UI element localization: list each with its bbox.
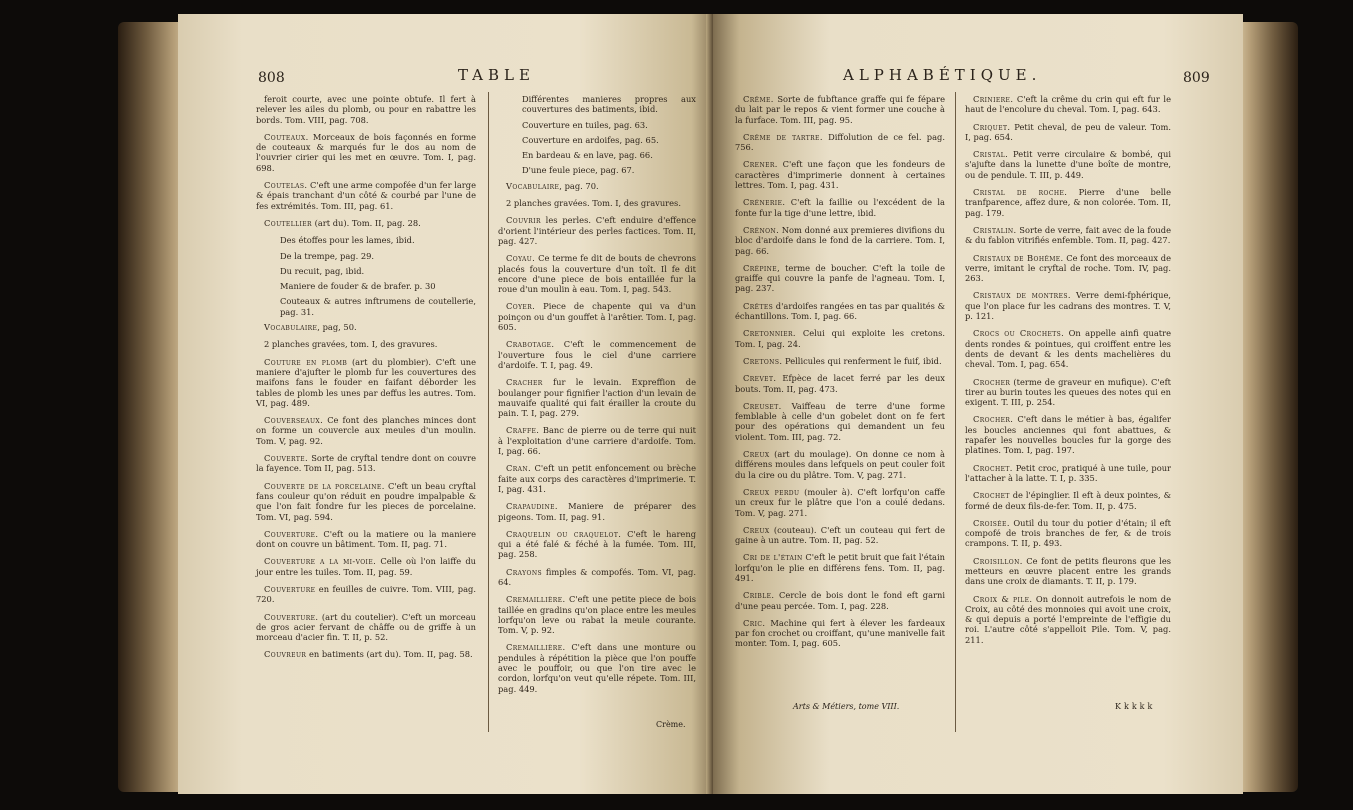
index-entry (256, 218, 476, 228)
entry-headword: Croix & pile. (973, 593, 1033, 604)
entry-text: 2 planches gravées, tom. I, des gravures. (264, 339, 438, 350)
entry-headword: Couverture (264, 583, 316, 594)
signature-mark: Kkkkk (1115, 702, 1156, 711)
entry-headword: Cristal de roche. (973, 187, 1068, 198)
entry-headword: Croisillon. (973, 555, 1023, 566)
right-page (713, 14, 1243, 794)
entry-text: 2 planches gravées. Tom. I, des gravures. (506, 198, 681, 209)
entry-headword: Criquet. (973, 121, 1011, 132)
entry-headword: Cracher (506, 377, 543, 388)
index-entry (965, 149, 1171, 180)
entry-headword: Coyer. (506, 301, 536, 312)
entry-text: Petit cheval, de peu de valeur. Tom. I, pag. 654. (965, 121, 1171, 142)
catchword: Crème. (656, 720, 686, 729)
entry-headword: Crénon. (743, 224, 780, 235)
index-entry (735, 525, 945, 546)
right-page-number: 809 (1183, 70, 1210, 86)
entry-headword: Crocher. (973, 414, 1014, 425)
entry-headword: Crapaudine. (506, 501, 558, 512)
entry-text: Ce font des planches minces dont on forme un couvercle aux meules d'un moulin. Tom. V, pag. 92. (256, 415, 476, 446)
index-entry (256, 584, 476, 605)
index-entry (965, 225, 1171, 246)
entry-headword: Crêtes (743, 300, 774, 311)
entry-text: (mouler à). C'eft lorfqu'on caffe un creux fur le plâtre que l'on a coulé dedans. Tom. V, pag. 271. (735, 486, 945, 518)
index-entry (735, 618, 945, 649)
index-entry (498, 253, 696, 294)
entry-headword: Creux (743, 449, 770, 460)
index-entry (498, 642, 696, 693)
entry-headword: Crocs ou Crochets. (973, 328, 1065, 339)
left-column-2 (498, 94, 696, 701)
entry-text: , pag, 50. (317, 322, 357, 333)
index-subentry (498, 165, 696, 175)
index-entry (498, 301, 696, 332)
entry-headword: Craffe. (506, 425, 540, 436)
index-entry (256, 132, 476, 173)
index-entry (256, 481, 476, 522)
index-entry (256, 612, 476, 643)
entry-text: C'eft le commencement de l'ouverture fous le ciel d'une carriere d'ardoife. T. I, pag. 49. (498, 339, 696, 370)
entry-text: fimples & compofés. Tom. VI, pag. 64. (498, 566, 696, 587)
index-subentry (498, 94, 696, 115)
index-entry (735, 197, 945, 218)
entry-text: (art du plombier). C'eft une maniere d'ajufter le plomb fur les couvertures des maifons fans le fouder en faifant déborder les tables de plomb les unes par deffus les autres. Tom. VI, pag. 489. (256, 356, 477, 408)
index-entry (256, 556, 476, 577)
index-entry (256, 180, 476, 211)
entry-text: , pag. 70. (559, 180, 599, 191)
entry-headword: Crénerie. (743, 197, 786, 208)
entry-headword: Vocabulaire (264, 322, 318, 333)
entry-text: Celle où l'on laiffe du jour entre les tuiles. Tom. II, pag. 59. (256, 556, 476, 577)
entry-text: En bardeau & en lave, pag. 66. (522, 150, 653, 161)
entry-headword: Couverture. (264, 528, 319, 539)
index-subentry (498, 120, 696, 130)
index-entry (965, 377, 1171, 408)
index-entry (256, 415, 476, 446)
entry-text: Celui qui exploite les cretons. Tom. I, pag. 24. (735, 328, 945, 349)
index-subentry (256, 251, 476, 261)
index-entry (735, 132, 945, 153)
entry-text: , terme de boucher. C'eft la toile de graiffe qui couvre la panfe de l'agneau. Tom. I, pag. 237. (735, 262, 945, 294)
entry-headword: Couverte. (264, 453, 309, 464)
entry-headword: Couverture a la mi-voie. (264, 556, 377, 567)
index-entry (735, 301, 945, 322)
footer-note: Arts & Métiers, tome VIII. (793, 702, 900, 711)
entry-text: D'une feule piece, pag. 67. (522, 165, 635, 176)
entry-text: (art du moulage). On donne ce nom à différens moules dans lefquels on peut couler foit du la cire ou du plâtre. Tom. V, pag. 271. (735, 449, 945, 480)
entry-text: (couteau). C'eft un couteau qui fert de gaine à un autre. Tom. II, pag. 52. (735, 524, 945, 546)
index-entry (735, 225, 945, 256)
entry-headword: Crible. (743, 590, 775, 601)
entry-headword: Crême. (743, 94, 774, 104)
entry-headword: Couverte de la porcelaine. (264, 480, 385, 491)
entry-text: Sorte de fubftance graffe qui fe fépare du lait par le repos & vient former une couche à la furface. Tom. III, pag. 95. (735, 94, 945, 125)
entry-headword: Crabotage. (506, 339, 555, 350)
entry-headword: Couvreur (264, 649, 307, 660)
entry-text: de l'épinglier. Il eft à deux pointes, & formé de deux fils-de-fer. Tom. II, p. 475. (965, 490, 1171, 511)
right-page-header: ALPHABÉTIQUE. (843, 66, 1042, 84)
index-entry (735, 373, 945, 394)
index-entry (735, 159, 945, 190)
index-entry (965, 122, 1171, 143)
entry-headword: Crevet. (743, 373, 777, 384)
entry-headword: Couvrir (506, 215, 541, 226)
entry-headword: Cremaillière. (506, 642, 566, 653)
entry-text: C'eft la crême du crin qui eft fur le haut de l'encolure du cheval. Tom. I, pag. 643. (965, 94, 1171, 115)
entry-headword: Cretonnier. (743, 328, 796, 339)
entry-text: Nom donné aux premieres divifions du bloc d'ardoife dans le fond de la carriere. Tom. I, pag. 66. (735, 224, 945, 256)
index-subentry (256, 296, 476, 317)
index-entry (256, 529, 476, 550)
entry-text: en feuilles de cuivre. Tom. VIII, pag. 720. (256, 583, 476, 605)
entry-headword: Criniere. (973, 94, 1014, 104)
entry-text: Machine qui fert à élever les fardeaux par fon crochet ou croiffant, qu'une manivelle fait monter. Tom. I, pag. 605. (735, 617, 945, 649)
entry-headword: Cristal. (973, 149, 1009, 160)
entry-headword: Creuset. (743, 400, 782, 411)
index-entry (735, 263, 945, 294)
index-entry (735, 449, 945, 480)
book (118, 10, 1298, 800)
entry-headword: Couture en plomb (264, 356, 348, 367)
entry-headword: Cristalin. (973, 224, 1017, 235)
entry-text: (art du). Tom. II, pag. 28. (311, 217, 421, 228)
index-entry (965, 328, 1171, 369)
column-rule (488, 92, 489, 732)
entry-text: Cercle de bois dont le fond eft garni d'une peau percée. Tom. I, pag. 228. (735, 590, 945, 611)
index-subentry (256, 281, 476, 291)
entry-headword: Crépine (743, 262, 778, 273)
entry-text: Couverture en ardoifes, pag. 65. (522, 134, 659, 145)
index-entry (498, 425, 696, 456)
entry-text: C'eft un petit enfoncement ou brèche faite aux corps des caractères d'imprimerie. T. I, pag. 431. (498, 463, 696, 494)
entry-text: Du recuit, pag, ibid. (280, 265, 365, 276)
index-entry (498, 529, 696, 560)
entry-headword: Crochet. (973, 462, 1013, 473)
index-entry (965, 556, 1171, 587)
index-entry (256, 94, 476, 125)
entry-text: Ce terme fe dit de bouts de chevrons placés fous la couverture d'un toît. Il fe dit encore d'une piece de bois entaillée fur la roue d'un moulin à eau. Tom. I, pag. 543. (498, 253, 696, 295)
entry-headword: Craquelin ou craquelot. (506, 528, 622, 539)
entry-text: Efpèce de lacet ferré par les deux bouts. Tom. II, pag. 473. (735, 373, 945, 394)
entry-text: C'eft une arme compofée d'un fer large & épais tranchant d'un côté & courbé par l'une de fes extrémités. Tom. III, pag. 61. (256, 180, 476, 211)
entry-text: (terme de graveur en mufique). C'eft tirer au burin toutes les queues des notes qui en exigent. T. III, p. 254. (965, 376, 1171, 408)
index-entry (735, 401, 945, 442)
index-entry (735, 590, 945, 611)
entry-headword: Cric. (743, 617, 766, 628)
entry-headword: Cristaux de montres. (973, 290, 1071, 301)
entry-text: Ce font des morceaux de verre, imitant le cryftal de roche. Tom. IV, pag. 263. (965, 252, 1171, 284)
right-column-1 (735, 94, 945, 656)
entry-headword: Coutelas. (264, 180, 308, 191)
entry-headword: Cri de l'étain (743, 552, 803, 563)
entry-text: Couteaux & autres inftrumens de coutellerie, pag. 31. (280, 296, 476, 317)
entry-headword: Crayons (506, 566, 542, 577)
index-entry (256, 649, 476, 659)
column-rule (955, 92, 956, 732)
entry-text: C'eft ou la matiere ou la maniere dont on couvre un bâtiment. Tom. II, pag. 71. (256, 528, 476, 550)
entry-text: On donnoit autrefois le nom de Croix, au côté des monnoies qui avoit une croix, & qui depuis a porté l'empreinte de l'effigie du roi. L'autre côté s'appelloit Pile. Tom. V, pag. 211. (965, 593, 1171, 645)
entry-headword: Coutellier (264, 217, 312, 228)
entry-headword: Couteaux. (264, 131, 309, 142)
index-entry (498, 215, 696, 246)
entry-headword: Crocher (973, 376, 1011, 387)
index-subentry (256, 266, 476, 276)
entry-text: Petit verre circulaire & bombé, qui s'ajufte dans la lunette d'une boîte de montre, ou de pendule. T. III, p. 449. (965, 149, 1171, 180)
left-page-header: TABLE (458, 66, 535, 84)
entry-headword: Couverture. (264, 611, 319, 622)
index-entry (965, 594, 1171, 645)
entry-headword: Cran. (506, 463, 532, 474)
entry-text: Diffolution de ce fel. pag. 756. (735, 131, 945, 153)
index-entry (735, 487, 945, 518)
index-entry (498, 567, 696, 588)
entry-text: (art du coutelier). C'eft un morceau de gros acier fervant de châffe ou de griffe à un morceau d'acier fin. T. II, p. 52. (256, 611, 476, 643)
index-entry (498, 594, 696, 635)
entry-text: Sorte de cryftal tendre dont on couvre la fayence. Tom II, pag. 513. (256, 453, 476, 474)
index-entry (965, 414, 1171, 455)
entry-text: fur le levain. Expreffion de boulanger pour fignifier l'action d'un levain de mauvaife qualité qui fait érailler la croute du pain. T. I, pag. 279. (498, 377, 696, 419)
index-entry (256, 339, 476, 349)
entry-text: C'eft la faillie ou l'excédent de la fonte fur la tige d'une lettre, ibid. (735, 197, 945, 218)
index-subentry (256, 235, 476, 245)
index-entry (965, 253, 1171, 284)
left-column-1 (256, 94, 476, 667)
index-entry (498, 377, 696, 418)
index-entry (965, 463, 1171, 484)
entry-text: Ce font de petits fleurons que les metteurs en œuvre placent entre les grands dans une croix de diamants. T. II, p. 179. (965, 555, 1171, 587)
entry-headword: Croisée. (973, 517, 1010, 528)
index-entry (735, 94, 945, 125)
entry-headword: Couverseaux. (264, 415, 324, 426)
entry-text: Outil du tour du potier d'étain; il eft compofé de trois branches de fer, & de trois crampons. T. II, p. 493. (965, 517, 1171, 549)
index-entry (256, 357, 476, 408)
entry-text: Morceaux de bois façonnés en forme de couteaux & marqués fur le dos au nom de l'ouvrier cirier qui les met en œuvre. Tom. I, pag. 698. (256, 131, 476, 173)
entry-headword: Cristaux de Bohême. (973, 252, 1064, 263)
entry-text: De la trempe, pag. 29. (280, 250, 375, 261)
entry-text: Piece de chapente qui va d'un poinçon ou d'un gouffet à l'arêtier. Tom. I, pag. 605. (498, 301, 696, 333)
entry-text: feroit courte, avec une pointe obtufe. Il fert à relever les ailes du plomb, ou pour en rabattre les bords. Tom. VIII, pag. 708. (256, 94, 476, 125)
entry-text: C'eft dans le métier à bas, égalifer les boucles anciennes qui font abattues, & rapafer les nouvelles boucles fur la gorge des platines. Tom. I, pag. 197. (965, 414, 1171, 456)
entry-text: C'eft une façon que les fondeurs de caractères d'imprimerie donnent à certaines lettres. Tom. I, pag. 431. (735, 159, 945, 191)
index-entry (498, 339, 696, 370)
index-subentry (498, 135, 696, 145)
entry-headword: Crême de tartre. (743, 131, 823, 142)
entry-text: C'eft un beau cryftal fans couleur qu'on réduit en poudre impalpable & que l'on fait fondre fur les pieces de porcelaine. Tom. VI, pag. 594. (256, 480, 476, 522)
entry-headword: Vocabulaire (506, 180, 560, 191)
index-entry (735, 552, 945, 583)
entry-headword: Creux perdu (743, 486, 800, 497)
entry-text: Maniere de préparer des pigeons. Tom. II, pag. 91. (498, 501, 696, 522)
right-column-2 (965, 94, 1171, 652)
entry-headword: Crochet (973, 490, 1010, 501)
entry-text: Différentes manieres propres aux couvertures des batiments, ibid. (522, 94, 696, 115)
index-entry (256, 453, 476, 474)
index-entry (965, 187, 1171, 218)
index-entry (498, 463, 696, 494)
entry-text: C'eft dans une monture ou pendules à répétition la pièce que l'on pouffe avec le pouffoir, ou que l'on tire avec le cordon, lorfqu'on veut qu'elle répete. Tom. III, pag. 449. (498, 642, 696, 694)
entry-text: Des étoffes pour les lames, ibid. (280, 235, 415, 246)
entry-text: Pierre d'une belle tranfparence, affez dure, & non colorée. Tom. II, pag. 179. (965, 187, 1171, 218)
entry-text: Pellicules qui renferment le fuif, ibid. (782, 355, 942, 366)
index-entry (256, 322, 476, 332)
entry-text: C'eft une petite piece de bois taillée en gradins qu'on place entre les meules lorfqu'on leve ou rabat la meule courante. Tom. V, p. 92. (498, 594, 696, 636)
index-entry (965, 290, 1171, 321)
index-entry (498, 198, 696, 208)
entry-text: Maniere de fouder & de brafer. p. 30 (280, 281, 436, 292)
entry-text: C'eft le hareng qui a été falé & féché à la fumée. Tom. III, pag. 258. (498, 528, 697, 560)
entry-text: Couverture en tuiles, pag. 63. (522, 119, 648, 130)
right-fore-edge (1238, 22, 1298, 792)
index-entry (498, 501, 696, 522)
index-subentry (498, 150, 696, 160)
index-entry (735, 356, 945, 366)
entry-text: Sorte de verre, fait avec de la foude & du fablon vitrifiés enfemble. Tom. II, pag. 427. (965, 224, 1171, 246)
entry-headword: Cremaillière. (506, 594, 566, 605)
index-entry (735, 328, 945, 349)
entry-text: en batiments (art du). Tom. II, pag. 58. (306, 649, 473, 660)
entry-headword: Crener. (743, 159, 778, 170)
entry-headword: Coyau. (506, 253, 536, 264)
index-entry (498, 181, 696, 191)
index-entry (965, 94, 1171, 115)
entry-headword: Creux (743, 524, 770, 535)
entry-text: On appelle ainfi quatre dents rondes & pointues, qui croiffent entre les dents de devant & les dents machelières du cheval. Tom. I, pag. 654. (965, 328, 1171, 370)
left-page (178, 14, 713, 794)
entry-text: Verre demi-fphérique, que l'on place fur les cadrans des montres. T. V, p. 121. (965, 290, 1171, 322)
left-page-number: 808 (258, 70, 285, 86)
entry-headword: Cretons. (743, 355, 783, 366)
index-entry (965, 490, 1171, 511)
entry-text: d'ardoifes rangées en tas par qualités & échantillons. Tom. I, pag. 66. (735, 300, 945, 322)
entry-text: les perles. C'eft enduire d'effence d'orient l'intérieur des perles factices. Tom. II, pag. 427. (498, 215, 696, 246)
index-entry (965, 518, 1171, 549)
entry-text: Vaiffeau de terre d'une forme femblable à celle d'un gobelet dont on fe fert pour des opérations qui demandent un feu violent. Tom. III, pag. 72. (735, 400, 945, 442)
entry-text: C'eft le petit bruit que fait l'étain lorfqu'on le plie en différens fens. Tom. II, pag. 491. (735, 552, 945, 583)
entry-text: Banc de pierre ou de terre qui nuit à l'exploitation d'une carriere d'ardoife. Tom. I, pag. 66. (498, 425, 696, 457)
entry-text: Petit croc, pratiqué à une tuile, pour l'attacher à la latte. T. I, p. 335. (965, 462, 1171, 483)
